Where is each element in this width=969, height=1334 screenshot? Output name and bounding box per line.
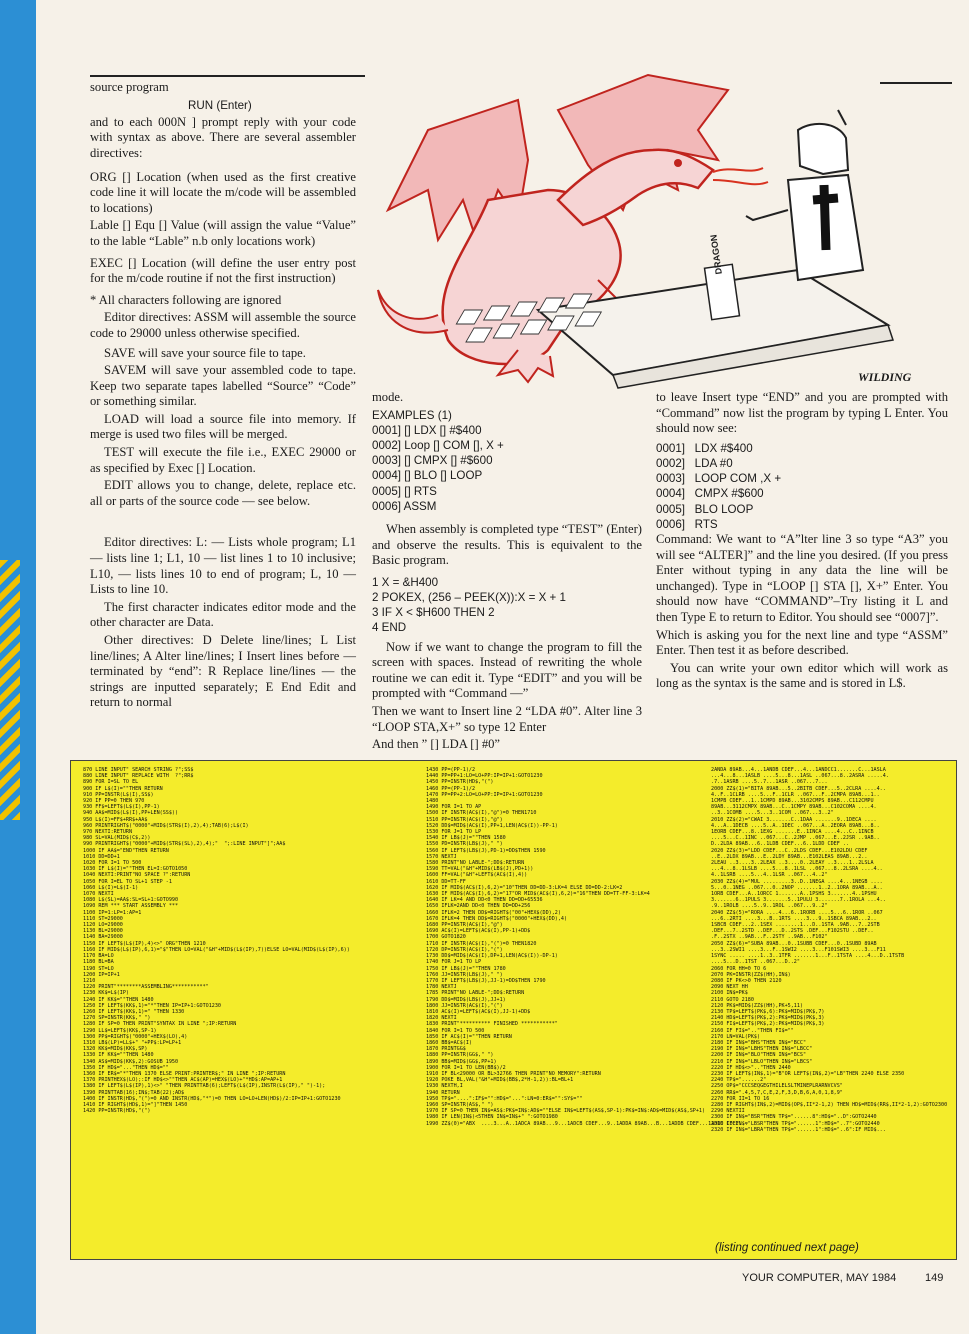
para: Which is asking you for the next line and type “ASSM” Enter. Then test it as before described. [656, 627, 948, 658]
code-line: 0004] [] BLO [] LOOP [372, 469, 483, 483]
para: And then ” [] LDA [] #0” [372, 737, 500, 752]
article-column-2 [372, 390, 642, 755]
para: LOAD will load a source file into memory. If merge is used two files will be merged. [90, 411, 356, 442]
code-line: 0004] CMPX #$600 [656, 487, 764, 501]
basic-line: 4 END [372, 621, 407, 635]
para: TEST will execute the file i.e., EXEC 29000 or as specified by Exec [] Location. [90, 445, 356, 475]
basic-line: 3 IF X < $H600 THEN 2 [372, 606, 495, 620]
code-line: 0005] BLO LOOP [656, 502, 754, 516]
para: Then we want to Insert line 2 “LDA #0”. Alter line 3 “LOOP STA,X+” so type 12 Enter [372, 703, 642, 734]
para: * All characters following are ignored [90, 292, 282, 307]
keyboard-brand-label: DRAGON [708, 233, 724, 275]
article-column-3 [656, 390, 948, 694]
code-line: 0002] LDA #0 [656, 456, 733, 470]
para: When assembly is completed type “TEST” (Enter) and observe the results. This is equivalent to the Basic program. [372, 522, 642, 568]
program-listing-panel [70, 760, 957, 1260]
top-rule-left [90, 75, 365, 77]
para: Other directives: D Delete line/lines; L List line/lines; A Alter line/lines; I Insert lines before — terminated by “end”: R Replace line/lines — the strings are inputted separately; E End Edit and return to normal [90, 633, 356, 710]
listing-column-a: 870 LINE INPUT" SEARCH STRING ?";SS$ 880 LINE INPUT" REPLACE WITH ?";RR$ 890 FOR I=SL TO EL 900 IF L$(I)=""THEN RETURN 910 PP=INSTR(L$(I),SS$) 920 IF PP=0 THEN 970 930 FF$=LEFT$(L$(I),PP-1) 940 AA$=MID$(L$(I),PP+LEN(SS$)) 950 L$(I)=FF$+RR$+AA$ 960 PRINTRIGHT$("0000"+MID$(STR$(I),2),4);TAB(6);L$(I) 970 NEXTI:RETURN 980 SL=VAL(MID$(C$,2)) 990 PRINTRIGHT$("0000"+MID$(STR$(SL),2),4);" ";:LINE INPUT"]";AA$ 1000 IF AA$="END"THEN RETURN 1010 DD=DD+1 1020 FOR I=1 TO 500 1030 IF L$(I)=""THEN EL=I:GOTO1050 1040 NEXTI:PRINT"NO SPACE ?":RETURN 1050 FOR I=EL TO SL+1 STEP -1 1060 L$(I)=L$(I-1) 1070 NEXTI 1080 L$(SL)=AA$:SL=SL+1:GOTO990 1090 REM *** START ASSEMBLY *** 1100 IP=1:LP=1:AP=1 1110 ST=29000 1120 LO=29000 1130 BL=29000 1140 BA=29000 1150 IF LEFT$(L$(IP),4)<>" ORG"THEN 1210 1160 IF MID$(L$(IP),6,1)="$"THEN LO=VAL("&H"+MID$(L$(IP),7))ELSE LO=VAL(MID$(L$(IP),6)) 1170 BA=LO 1180 BL=BA 1190 ST=LO 1200 IP=IP+1 1210 1220 PRINT"********ASSEMBLING***********" 1230 KK$=L$(IP) 1240 IF KK$=""THEN 1480 1250 IF LEFT$(KK$,1)="*"THEN IP=IP+1:GOTO1230 1260 IF LEFT$(KK$,1)=" "THEN 1330 1270 SP=INSTR(KK$," ") 1280 IF SP=0 THEN PRINT"SYNTAX IN LINE ";IP:RETURN 1290 LL$=LEFT$(KK$,SP-1) 1300 PP$=RIGHT$("0000"+HEX$(LO),4) 1310 LB$(LP)=LL$+" "+PP$:LP=LP+1 1320 KK$=MID$(KK$,SP) 1330 IF KK$=""THEN 1480 1340 AS$=MID$(KK$,2):GOSUB 1950 1350 IF HD$="..."THEN HD$="" 1360 IF ER$="*"THEN 1370 ELSE PRINT:PRINTER$;" IN LINE ";IP:RETURN 1370 PRINTHEX$(LO);:IF HD$<>""THEN AC$(AP)=HEX$(LO)+"*HD$:AP=AP+1 1380 IF LEFT$(L$(IP),1)<>" "THEN PRINTTAB(6);LEFT$(L$(IP),INSTR(L$(IP)," ")-1); 1390 PRINTTAB(16);IN$;TAB(22);AD$ 1400 IF INSTR(HD$,"(")=0 AND INSTR(HD$,"*")=0 THEN LO=LO+LEN(HD$)/2:IP=IP+1:GOTO1230 1410 IF RIGHT$(HD$,1)="]"THEN 1450 1420 PP=INSTR(HD$,"(") [83, 767, 350, 1115]
para: You can write your own editor which will work as long as the syntax is the same and is stored in L$. [656, 660, 948, 691]
code-line: 0001] [] LDX [] #$400 [372, 423, 482, 437]
para: Editor directives: ASSM will assemble the source code to 29000 unless otherwise specified. [90, 310, 356, 340]
basic-line: 2 POKEX, (256 – PEEK(X)):X = X + 1 [372, 591, 566, 604]
code-line: 0006] ASSM [372, 499, 437, 513]
page-edge-pattern [0, 560, 20, 820]
para: Lable [] Equ [] Value (will assign the value “Value” to the lable “Lable” n.b only locations work) [90, 218, 356, 248]
para: Command: We want to “A”lter line 3 so type “A3” you will see “ALTER]” and the line you desired. (If you press Enter without typing in any data the line will be unchanged). Type in “LOOP [] STA [], X+” Enter. You should now have “COMMAND”–Try listing it L and then Type E to return to Editor. You should see “0007]”. [656, 532, 948, 624]
para: to leave Insert type “END” and you are prompted with “Command” now list the program by typing L Enter. You should now see: [656, 390, 948, 436]
listing-column-c: 2ANDA 89AB...4...1ANDB CDEF...4...1ANDCC1.......C...1ASLA ...4...8...1ASLB ....5...8...1ASL ..067...8..2ASRA .....4. .7..1ASRB ....5..7...1ASR ..067...7... 2000 ZZ$(1)="BITA 89AB...5..2BITB CDEF...5..2CLRA ....4.. 4..F..1CLRB ....5...F..1CLR ..067...F..2CMPA 89AB...1.. 1CMPB CDEF...1..1CMPD 89AB...3102CMPS 89AB...C112CMPU 89AB...3112CMPX 89AB...C..1CMPY 89AB...C102COMA ....4. ..3..1COMB ....5...3..1COM ..067...3..2" 2010 ZZ$(2)="CWAI 3.......C..1DAA .......9..1DECA .... 4...A..1DECB ....5..A..1DEC ..067...A..2EORA 89AB...8.. 1EORB CDEF...8..1EXG .......E..1INCA ....4...C..1INCB ....5...C..1INC ..067...C..2JMP ..067...E..2JSR ..9AB.. D..2LDA 89AB...6..1LDB CDEF...6..1LDD CDEF .. 2020 ZZ$(3)="LDD CDEF...C..2LDS CDEF...E102LDU CDEF ..E..2LDX 89AB...E..2LDY 89AB...E102LEAS 89AB...2.. 2LEAU ..3....3..2LEAX ..3....0..2LEAY ..3....1..2LSLA ...4...8..1LSLB ....5...8..1LSL ..067...8..2LSRA ....4.. 4..1LSRB ....5...4..1LSR ..067...4..2" 2030 ZZ$(4)="MUL .........3..D..1NEGA ....4...1NEGB .... 5...0..1NEG ..067...0..2NOP .......1..2..1ORA 89AB...A.. 1ORB CDEF...A..1ORCC 1.......A..1PSHS 3.......4..1PSHU 3.......6..1PULS 3.......5..1PULU 3.......7..1ROLA ...4.. .9..1ROLB ....5..9..1ROL ..067...9..2" 2040 ZZ$(5)="RORA ....4...6..1RORB ....5...6..1ROR ..067 ...6..2RTI ....3...B..1RTS ....3...9..1SBCA 89AB...2.. 1SBCB CDEF...2..1SEX ........1...D..1STA .9AB...7..2STB .DEF...7..2STD ..DEF...D..2STS .DEF...F102STU ..DEF.. .F..2STX ..9AB...F..2STY ..9AB...F102" 2050 ZZ$(6)="SUBA 89AB...0..1SUBB CDEF...0..1SUBD 89AB ...3..2SWI1 ....3...F..1SWI2 ....3...F101SWI3 ....3...F11 1SYNC ..... ....1..3..1TFR .......1...F..1TSTA ....4...D..1TSTB ....5...D..1TST ..067...D..2" 2060 FOR HH=0 TO 6 2070 PK=INSTR(ZZ$(HH),IN$) 2080 IF PK<>0 THEN 2120 2090 NEXT HH 2100 IN$=PK$ 2110 GOTO 2180 2120 PK$=MID$(ZZ$(HH),PK+5,11) 2130 TP$=LEFT$(PK$,6):PK$=MID$(PK$,7) 2140 HD$=LEFT$(PK$,2):PK$=MID$(PK$,3) 2150 FI$=LEFT$(PK$,2):PK$=MID$(PK$,3) 2160 IF FI$=".."THEN FI$="" 2170 LN=VAL(PK$) 2180 IF IN$="BHS"THEN IN$="BCC" 2190 IF IN$="LBHS"THEN IN$="LBCC" 2200 IF IN$="BLO"THEN IN$="BCS" 2210 IF IN$="LBLO"THEN IN$="LBCS" 2220 IF HD$<>".."THEN 2440 2230 IF LEFT$(IN$,1)="B"OR LEFT$(IN$,2)="LB"THEN 2240 ELSE 2350 2240 TP$="......2" 2250 OP$="CCCSEQGEGTHILELSLTMINEPLRARNVCVS" 2260 RR$=".4,5,7,C,E,2,F,3,D,B,6,A,0,1,8,9" 2270 FOR II=1 TO 16 2280 IF RIGHT$(IN$,2)=MID$(OP$,II*2-1,2) THEN HD$=MID$(RR$,II*2-1,2):GOTO2300 2290 NEXTII 2300 IF IN$="BSR"THEN TP$="......8":HD$="..D":GOTO2440 2310 IF IN$="LBSR"THEN TP$="......1":HD$="..7":GOTO2440 2320 IF IN$="LBRA"THEN TP$="......1":HD$="..6":IF MID$... [711, 767, 948, 1133]
para: ORG [] Location (when used as the first creative code line it will locate the m/code will be assembled to locations) [90, 169, 356, 215]
illustration-svg [368, 70, 953, 388]
listing-output [656, 441, 948, 532]
code-line: 0006] RTS [656, 517, 718, 531]
listing-column-b: 1430 PP=(PP-1)/2 1440 PP=PP+1:LO=LO+PP:IP=IP+1:GOTO1230 1450 PP=INSTR(HD$,"(") 1460 PP=(PP-1)/2 1470 PP=PP+2:LO=LO+PP:IP=IP+1:GOTO1230 1480 1490 FOR I=1 TO AP 1500 IF INSTR(AC$(I),"@")=0 THEN1710 1510 PP=INSTR(AC$(I),"@") 1520 DD$=MID$(AC$(I),PP+1,LEN(AC$(I))-PP-1) 1530 FOR J=1 TO LP 1540 IF LB$(J)=""THEN 1580 1550 PD=INSTR(LB$(J)," ") 1560 IF LEFT$(LB$(J),PD-1)=DD$THEN 1590 1570 NEXTJ 1580 PRINT"NO LABLE-";DD$:RETURN 1590 TT=VAL("&H"+MID$(LB$(J),PD+1)) 1600 FF=VAL("&H"+LEFT$(AC$(I),4)) 1610 DD=TT-FF 1620 IF MID$(AC$(I),6,2)="10"THEN DD=DD-3:LK=4 ELSE DD=DD-2:LK=2 1630 IF MID$(AC$(I),6,2)="17"OR MID$(AC$(I),6,2)="16"THEN DD=TT-FF-3:LK=4 1640 IF LK=4 AND DD<0 THEN DD=DD+65536 1650 IFLK=2AND DD<0 THEN DD=DD+256 1660 IFLK=2 THEN DD$=RIGHT$("00"+HEX$(DD),2) 1670 IFLK=4 THEN DD$=RIGHT$("0000"+HEX$(DD),4) 1680 PP=INSTR(AC$(I),"@") 1690 AC$(I)=LEFT$(AC$(I),PP-1)+DD$ 1700 GOTO1820 1710 IF INSTR(AC$(I),"(")=0 THEN1820 1720 DP=INSTR(AC$(I),"(") 1730 DD$=MID$(AC$(I),DP+1,LEN(AC$(I))-DP-1) 1740 FOR J=1 TO LP 1750 IF LB$(J)=""THEN 1780 1760 JJ=INSTR(LB$(J)," ") 1770 IF LEFT$(LB$(J),JJ-1)=DD$THEN 1790 1780 NEXTJ 1785 PRINT"NO LABLE-";DD$:RETURN 1790 DD$=MID$(LB$(J),JJ+1) 1800 JJ=INSTR(AC$(I),"(") 1810 AC$(I)=LEFT$(AC$(I),JJ-1)+DD$ 1820 NEXTI 1830 PRINT"********** FINISHED ***********" 1840 FOR I=1 TO 500 1850 IF AC$(I)=""THEN RETURN 1860 BB$=AC$(I) 1870 PRINTGG$ 1880 PP=INSTR(GG$," ") 1890 BB$=MID$(GG$,PP+1) 1900 FOR I=1 TO LEN(BB$)/2 1910 IF BL<29000 OR BL>32766 THEN PRINT"NO MEMORY":RETURN 1920 POKE BL,VAL("&H"+MID$(BB$,2*H-1,2)):BL=BL+1 1930 NEXTH,I 1940 RETURN 1950 TP$="....":IF$="":HD$="...":LN=0:ER$="":SY$="" 1960 SP=INSTR(AS$," ") 1970 IF SP=0 THEN IN$=AS$:PK$=IN$:AD$=""ELSE IN$=LEFT$(AS$,SP-1):PK$=IN$:AD$=MID$(AS$,SP+1) 1980 IF LEN(IN$)<5THEN IN$=IN$+" ":GOTO1980 1990 ZZ$(0)="ABX ....3...A..1ADCA 89AB...9...1ADCB CDEF...9..1ADDA 89AB...B...1ADDB CDEF...1ADDD CDEF... [426, 767, 749, 1127]
para: Now if we want to change the program to fill the screen with spaces. Instead of rewriting the whole routine we can edit it. Type “EDIT” and you will be prompted with “Command —” [372, 639, 642, 701]
para: Editor directives: L: — Lists whole program; L1 — lists line 1; L1, 10 — list lines 1 to 10 inclusive; L10, — lists lines 10 to end of program; L, 10 — Lists to line 10. [90, 535, 356, 597]
examples-title: EXAMPLES (1) [372, 408, 452, 422]
para: source program [90, 80, 169, 94]
para: mode. [372, 390, 404, 404]
para: EXEC [] Location (will define the user entry post for the m/code routine if not the first instruction) [90, 255, 356, 286]
para: The first character indicates editor mode and the other character are Data. [90, 599, 356, 630]
code-line: 0003] LOOP COM ,X + [656, 472, 782, 486]
para: and to each 000N ] prompt reply with your code with syntax as above. There are several assembler directives: [90, 114, 356, 160]
page-number: 149 [925, 1272, 944, 1284]
listing-continued-note: (listing continued next page) [715, 1242, 859, 1254]
basic-program [372, 575, 642, 636]
code-line: 0005] [] RTS [372, 484, 437, 498]
para: EDIT allows you to change, delete, replace etc. all or parts of the source code — see below. [90, 478, 356, 508]
code-line: 0002] Loop [] COM [], X + [372, 439, 504, 452]
basic-line: 1 X = &H400 [372, 575, 439, 589]
para: SAVE will save your source file to tape. [104, 345, 306, 360]
article-column-1 [90, 80, 356, 713]
code-line: 0003] [] CMPX [] #$600 [372, 454, 493, 468]
para: SAVEM will save your assembled code to tape. Keep two separate tapes labelled “Source” “Code” or something similar. [90, 363, 356, 409]
examples-block [372, 408, 642, 514]
code-line: 0001] LDX #$400 [656, 441, 753, 455]
footer-magazine: YOUR COMPUTER, MAY 1984 [742, 1272, 897, 1284]
dragon-knight-illustration [368, 70, 953, 388]
code-line: RUN (Enter) [188, 98, 252, 112]
artist-signature: WILDING [858, 370, 912, 384]
